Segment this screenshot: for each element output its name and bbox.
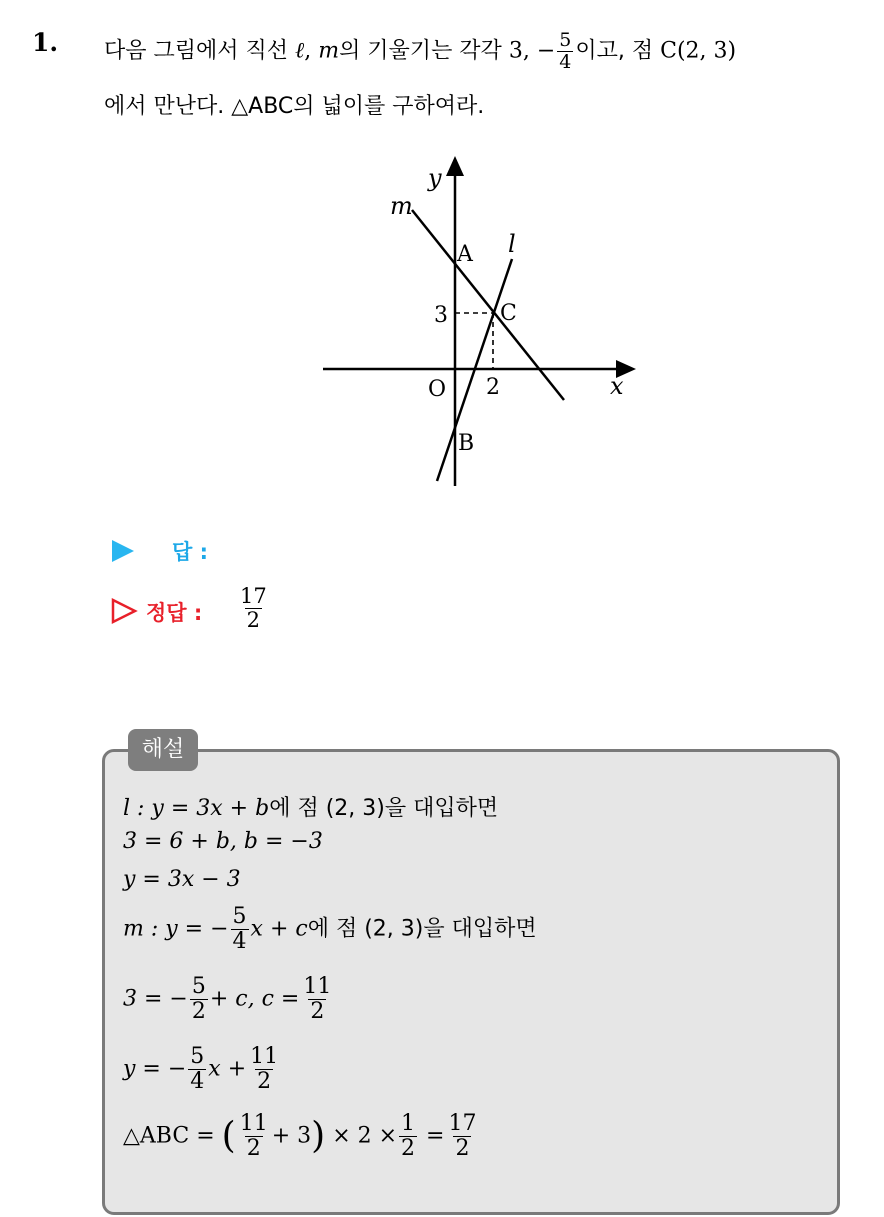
correct-value xyxy=(236,585,271,632)
line-l-symbol: ℓ xyxy=(295,38,305,64)
point-c-coords: C(2, 3) xyxy=(660,38,737,64)
solution-c-mid: + c, c = xyxy=(209,986,300,1012)
solution-area-times: × 2 × xyxy=(332,1123,398,1149)
solution-eq-den-1: 4 xyxy=(190,1069,205,1095)
graph-figure xyxy=(0,0,884,520)
line-m-label: m xyxy=(390,192,413,220)
solution-line-1 xyxy=(123,791,498,822)
solution-m-pre: m : y = − xyxy=(123,916,229,942)
solution-eq-mid: x + xyxy=(208,1056,247,1082)
solution-area-num-1: 11 xyxy=(239,1111,268,1136)
x-tick-2: 2 xyxy=(486,375,500,400)
solution-line-4 xyxy=(123,905,537,954)
solution-eq-fraction-1 xyxy=(188,1045,206,1094)
origin-label: O xyxy=(428,377,447,402)
solution-eq-fraction-2 xyxy=(248,1045,280,1094)
solution-c-den-2: 2 xyxy=(310,999,325,1025)
point-a-label: A xyxy=(457,242,473,267)
solution-c-num-2: 11 xyxy=(303,974,332,999)
x-axis-label: x xyxy=(610,372,624,400)
correct-value-fraction xyxy=(238,585,269,632)
question-text-a: 다음 그림에서 직선 xyxy=(104,38,289,64)
question-line-2: 에서 만난다. △ABC의 넓이를 구하여라. xyxy=(104,94,485,119)
y-tick-3: 3 xyxy=(434,303,448,328)
solution-area-fraction-2 xyxy=(399,1112,417,1161)
solution-line-6 xyxy=(123,1045,282,1094)
solution-area-plus: + 3 xyxy=(271,1123,312,1149)
solution-line-7 xyxy=(123,1112,480,1161)
solution-area-eq: = xyxy=(426,1123,445,1149)
solution-c-fraction-2 xyxy=(301,975,333,1024)
solution-c-fraction-1 xyxy=(190,975,208,1024)
solution-m-text: 에 점 (2, 3)을 대입하면 xyxy=(307,916,537,942)
solution-area-rparen: ) xyxy=(311,1115,326,1157)
solution-line-2: 3 = 6 + b, b = −3 xyxy=(123,829,323,854)
question-text-b: 의 기울기는 각각 xyxy=(339,38,502,64)
question-comma: , xyxy=(304,38,312,64)
question-number: 1. xyxy=(32,28,59,57)
solution-area-num-2: 1 xyxy=(401,1111,416,1136)
solution-eq-num-2: 11 xyxy=(250,1044,279,1069)
question-text-c: 이고, 점 xyxy=(575,38,654,64)
correct-value-denominator: 2 xyxy=(246,608,261,633)
solution-m-numerator: 5 xyxy=(232,904,247,929)
solution-c-den-1: 2 xyxy=(191,999,206,1025)
solution-c-num-1: 5 xyxy=(191,974,206,999)
solution-eq-num-1: 5 xyxy=(190,1044,205,1069)
solution-l-equation: l : y = 3x + b xyxy=(123,796,270,821)
solution-tag: 해설 xyxy=(128,729,198,771)
correct-value-numerator: 17 xyxy=(240,584,267,608)
solution-area-pre: △ABC = xyxy=(123,1123,215,1149)
solution-eq-den-2: 2 xyxy=(257,1069,272,1095)
answer-label: 답 : xyxy=(172,540,208,564)
solution-m-fraction xyxy=(231,905,249,954)
correct-label: 정답 : xyxy=(146,601,203,625)
solution-line-3: y = 3x − 3 xyxy=(123,867,241,892)
solution-area-den-2: 2 xyxy=(401,1136,416,1162)
solution-area-fraction-3 xyxy=(446,1112,478,1161)
solution-area-num-3: 17 xyxy=(448,1111,477,1136)
slope-m-numerator: 5 xyxy=(559,29,572,51)
y-axis-label: y xyxy=(428,164,442,192)
solution-c-pre: 3 = − xyxy=(123,986,188,1012)
line-l-label: l xyxy=(508,230,516,258)
point-b-label: B xyxy=(458,431,475,456)
solution-line-5 xyxy=(123,975,335,1024)
solution-area-lparen: ( xyxy=(221,1115,236,1157)
slope-m-denominator: 4 xyxy=(559,50,572,73)
y-axis-arrow-icon xyxy=(446,156,464,176)
slope-l: 3, xyxy=(508,38,530,64)
solution-m-post: x + c xyxy=(250,916,308,942)
answer-arrow-icon xyxy=(110,538,136,564)
line-m-symbol: m xyxy=(318,38,340,64)
correct-arrow-icon xyxy=(110,597,138,625)
solution-area-den-3: 2 xyxy=(455,1136,470,1162)
solution-area-den-1: 2 xyxy=(246,1136,261,1162)
solution-eq-pre: y = − xyxy=(123,1056,187,1082)
slope-m-sign: − xyxy=(536,38,556,64)
solution-area-fraction-1 xyxy=(238,1112,270,1161)
solution-l-text: 에 점 (2, 3)을 대입하면 xyxy=(269,796,499,821)
point-c-label: C xyxy=(500,301,517,326)
solution-m-denominator: 4 xyxy=(232,929,247,955)
